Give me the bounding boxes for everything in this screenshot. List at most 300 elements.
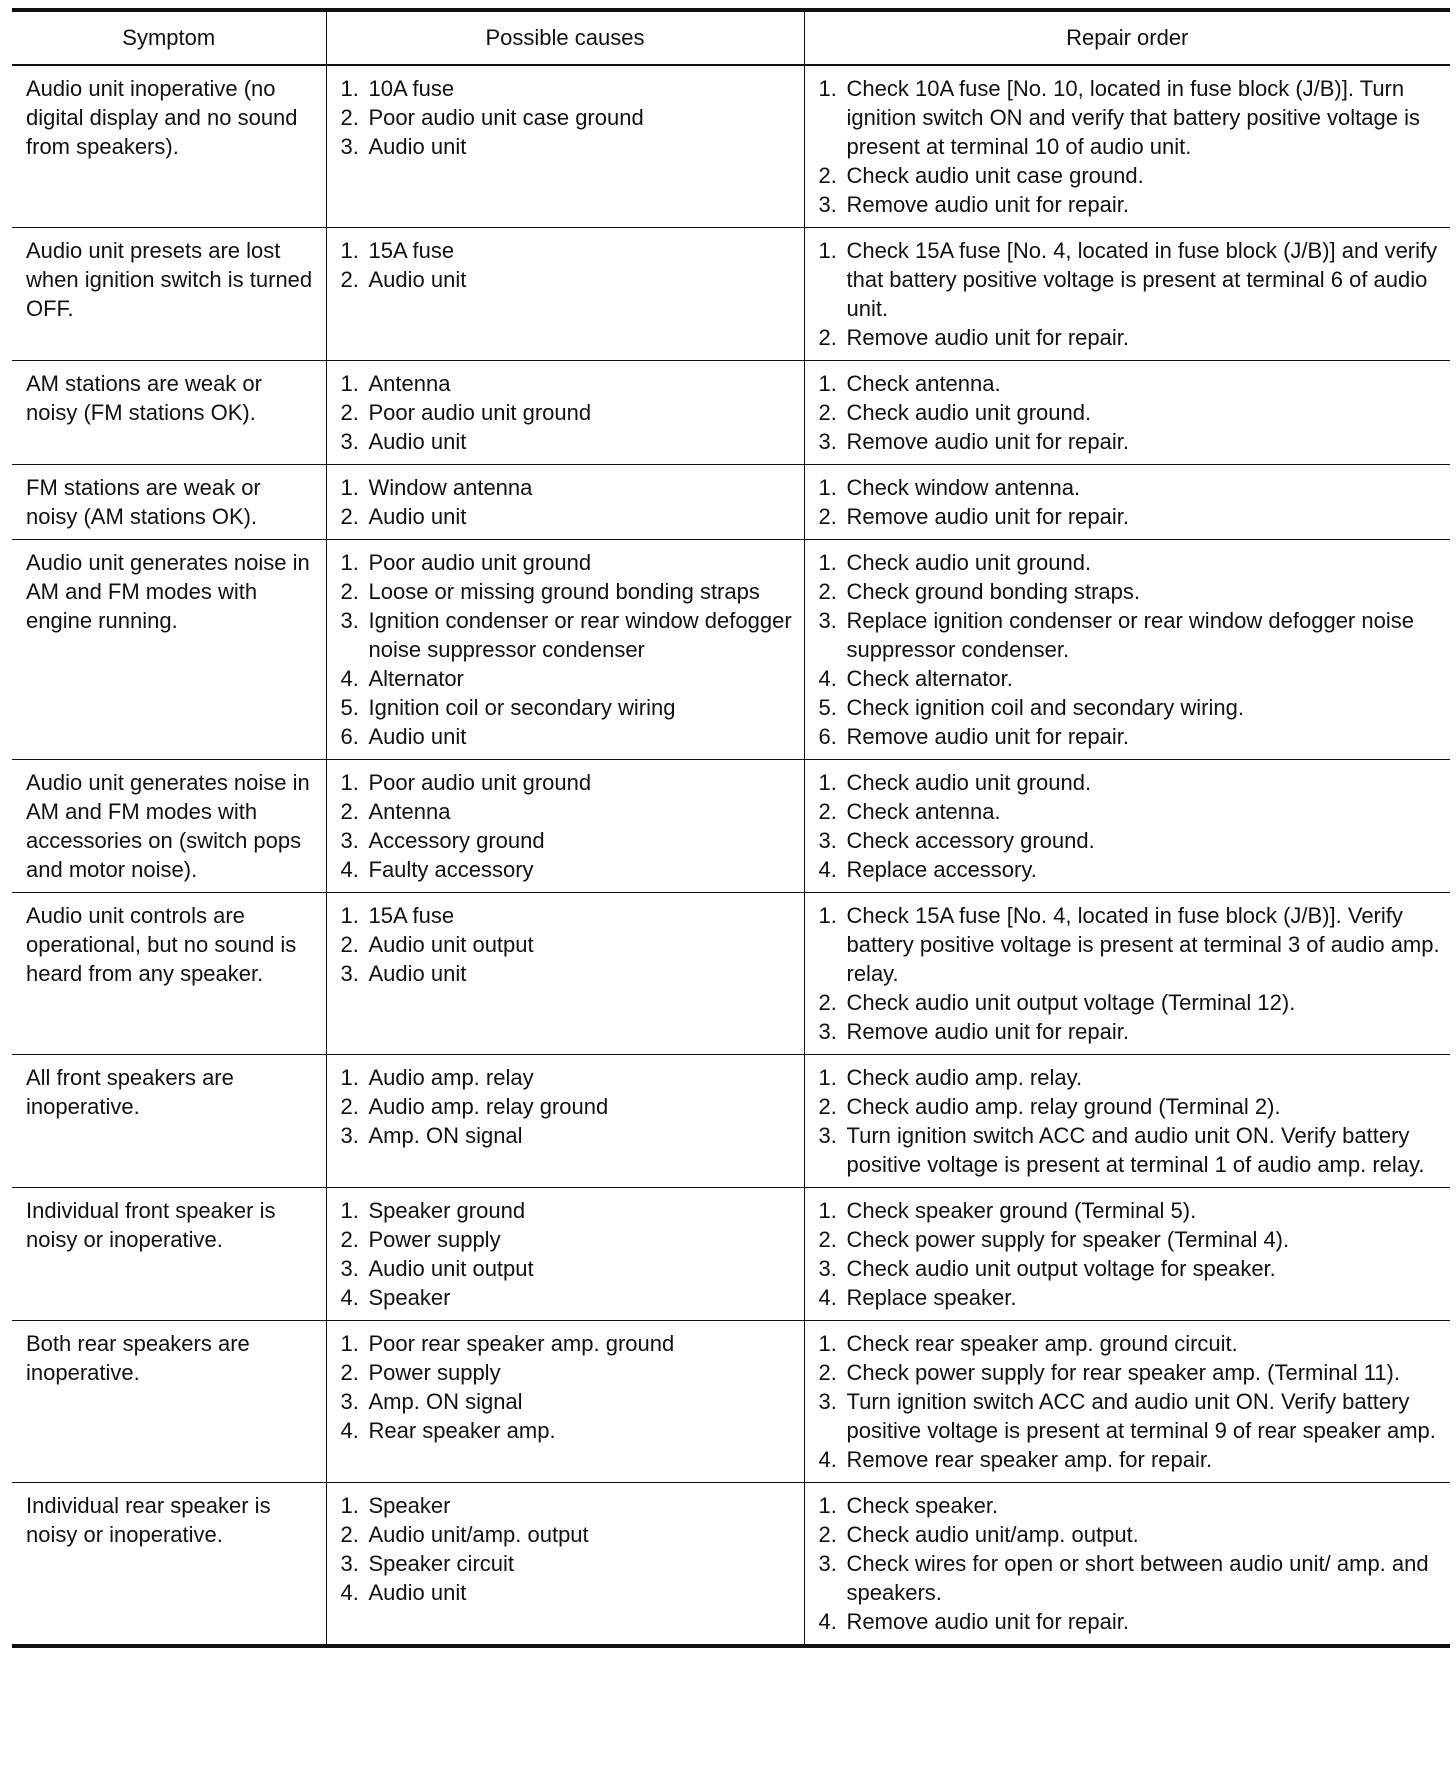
list-number: 2. (818, 1227, 837, 1252)
list-number: 2. (340, 1522, 359, 1547)
cause-text: Window antenna (368, 475, 533, 500)
symptom-cell: Both rear speakers are inoperative. (12, 1321, 326, 1483)
cause-item (341, 502, 796, 531)
cause-item (341, 132, 796, 161)
repair-step-text: Check audio amp. relay. (846, 1065, 1083, 1090)
repair-step-text: Remove audio unit for repair. (846, 504, 1129, 529)
repair-step-text: Check 15A fuse [No. 4, located in fuse block (J/B)]. Verify battery positive voltage is present at terminal 3 of audio amp. relay. (846, 903, 1440, 986)
list-number: 4. (818, 666, 837, 691)
symptom-cell: Individual front speaker is noisy or inoperative. (12, 1188, 326, 1321)
list-number: 1. (818, 76, 837, 101)
repair-step-item (819, 1445, 1443, 1474)
symptom-cell: Audio unit controls are operational, but no sound is heard from any speaker. (12, 893, 326, 1055)
repair-step-list (819, 473, 1443, 531)
cause-item (341, 855, 796, 884)
list-number: 3. (340, 608, 359, 633)
cause-text: Audio unit (368, 504, 467, 529)
repair-step-list (819, 548, 1443, 751)
cause-text: Loose or missing ground bonding straps (368, 579, 760, 604)
symptom-cell: Individual rear speaker is noisy or inoperative. (12, 1483, 326, 1647)
table-row (12, 893, 1450, 1055)
cause-item (341, 1283, 796, 1312)
repair-step-text: Check ground bonding straps. (846, 579, 1141, 604)
cause-text: Antenna (368, 371, 451, 396)
list-number: 2. (818, 1360, 837, 1385)
list-number: 1. (818, 1331, 837, 1356)
causes-cell (326, 1483, 804, 1647)
repair-step-item (819, 855, 1443, 884)
repair-step-text: Check audio unit output voltage (Terminal 12). (846, 990, 1296, 1015)
list-number: 1. (340, 475, 359, 500)
repair-step-list (819, 1329, 1443, 1474)
list-number: 3. (340, 1256, 359, 1281)
repair-step-list (819, 768, 1443, 884)
table-row (12, 760, 1450, 893)
cause-text: Audio amp. relay (368, 1065, 534, 1090)
list-number: 1. (818, 550, 837, 575)
table-row (12, 1321, 1450, 1483)
list-number: 2. (340, 1360, 359, 1385)
cause-text: Speaker (368, 1285, 451, 1310)
list-number: 2. (818, 799, 837, 824)
cause-item (341, 768, 796, 797)
list-number: 2. (340, 1227, 359, 1252)
list-number: 1. (340, 1331, 359, 1356)
list-number: 2. (818, 579, 837, 604)
repair-step-list (819, 369, 1443, 456)
list-number: 3. (818, 192, 837, 217)
list-number: 1. (818, 238, 837, 263)
cause-text: 15A fuse (368, 238, 455, 263)
causes-cell (326, 1055, 804, 1188)
list-number: 6. (818, 724, 837, 749)
cause-item (341, 1225, 796, 1254)
symptom-cell: Audio unit generates noise in AM and FM modes with accessories on (switch pops and motor noise). (12, 760, 326, 893)
cause-list (341, 369, 796, 456)
cause-item (341, 577, 796, 606)
list-number: 4. (818, 857, 837, 882)
list-number: 1. (818, 903, 837, 928)
repair-step-text: Remove audio unit for repair. (846, 1609, 1129, 1634)
list-number: 2. (818, 504, 837, 529)
list-number: 5. (340, 695, 359, 720)
cause-text: Audio unit output (368, 932, 534, 957)
list-number: 1. (818, 371, 837, 396)
repair-step-item (819, 577, 1443, 606)
cause-text: Audio unit (368, 267, 467, 292)
list-number: 3. (340, 1551, 359, 1576)
cause-item (341, 1329, 796, 1358)
cause-text: Power supply (368, 1227, 501, 1252)
table-row (12, 1055, 1450, 1188)
symptom-cell: Audio unit generates noise in AM and FM modes with engine running. (12, 540, 326, 760)
list-number: 2. (818, 990, 837, 1015)
causes-cell (326, 893, 804, 1055)
repair-cell (804, 65, 1450, 228)
cause-text: Speaker ground (368, 1198, 526, 1223)
symptom-cell: FM stations are weak or noisy (AM stations OK). (12, 465, 326, 540)
cause-text: Amp. ON signal (368, 1389, 523, 1414)
cause-text: Audio unit output (368, 1256, 534, 1281)
causes-column-header: Possible causes (326, 10, 804, 65)
list-number: 1. (818, 1493, 837, 1518)
causes-cell (326, 1321, 804, 1483)
cause-text: Poor audio unit case ground (368, 105, 644, 130)
repair-step-list (819, 74, 1443, 219)
cause-item (341, 930, 796, 959)
list-number: 4. (818, 1609, 837, 1634)
repair-step-item (819, 190, 1443, 219)
list-number: 1. (818, 770, 837, 795)
cause-item (341, 826, 796, 855)
list-number: 2. (340, 267, 359, 292)
cause-list (341, 1329, 796, 1445)
cause-list (341, 548, 796, 751)
repair-cell (804, 540, 1450, 760)
repair-step-item (819, 1387, 1443, 1445)
cause-text: Ignition condenser or rear window defogger noise suppressor condenser (368, 608, 792, 662)
repair-step-text: Turn ignition switch ACC and audio unit ON. Verify battery positive voltage is present at terminal 9 of rear speaker amp. (846, 1389, 1436, 1443)
cause-item (341, 1121, 796, 1150)
symptom-cell: AM stations are weak or noisy (FM stations OK). (12, 361, 326, 465)
list-number: 1. (340, 1198, 359, 1223)
repair-step-item (819, 693, 1443, 722)
cause-text: Speaker circuit (368, 1551, 515, 1576)
repair-step-text: Check audio unit ground. (846, 400, 1092, 425)
cause-text: Alternator (368, 666, 464, 691)
repair-step-item (819, 606, 1443, 664)
repair-step-item (819, 1121, 1443, 1179)
list-number: 2. (340, 579, 359, 604)
repair-step-text: Check 15A fuse [No. 4, located in fuse block (J/B)] and verify that battery positive voltage is present at terminal 6 of audio unit. (846, 238, 1438, 321)
list-number: 2. (818, 325, 837, 350)
table-row (12, 540, 1450, 760)
cause-item (341, 265, 796, 294)
table-row (12, 465, 1450, 540)
repair-step-text: Check 10A fuse [No. 10, located in fuse block (J/B)]. Turn ignition switch ON and verify that battery positive voltage is present at terminal 10 of audio unit. (846, 76, 1420, 159)
list-number: 3. (818, 1551, 837, 1576)
repair-step-item (819, 427, 1443, 456)
repair-step-item (819, 797, 1443, 826)
cause-text: Ignition coil or secondary wiring (368, 695, 676, 720)
list-number: 1. (340, 1065, 359, 1090)
list-number: 1. (340, 550, 359, 575)
cause-text: Audio unit (368, 134, 467, 159)
repair-step-item (819, 1549, 1443, 1607)
repair-step-text: Remove audio unit for repair. (846, 1019, 1129, 1044)
cause-text: 10A fuse (368, 76, 455, 101)
repair-step-text: Check wires for open or short between audio unit/ amp. and speakers. (846, 1551, 1429, 1605)
cause-item (341, 1254, 796, 1283)
repair-step-item (819, 502, 1443, 531)
repair-step-text: Check antenna. (846, 371, 1001, 396)
cause-list (341, 236, 796, 294)
table-row (12, 65, 1450, 228)
repair-step-item (819, 1092, 1443, 1121)
cause-item (341, 1491, 796, 1520)
cause-text: Audio unit (368, 724, 467, 749)
cause-item (341, 1416, 796, 1445)
list-number: 1. (818, 1198, 837, 1223)
cause-item (341, 797, 796, 826)
repair-step-text: Check alternator. (846, 666, 1013, 691)
repair-step-text: Check audio unit ground. (846, 770, 1092, 795)
repair-step-list (819, 236, 1443, 352)
causes-cell (326, 228, 804, 361)
repair-step-item (819, 1607, 1443, 1636)
list-number: 4. (340, 1418, 359, 1443)
cause-text: Audio unit/amp. output (368, 1522, 589, 1547)
repair-cell (804, 1483, 1450, 1647)
repair-step-text: Replace speaker. (846, 1285, 1017, 1310)
causes-cell (326, 540, 804, 760)
list-number: 1. (340, 76, 359, 101)
repair-step-item (819, 1520, 1443, 1549)
list-number: 4. (340, 857, 359, 882)
list-number: 2. (340, 400, 359, 425)
repair-step-list (819, 1063, 1443, 1179)
cause-item (341, 427, 796, 456)
repair-step-text: Check audio unit/amp. output. (846, 1522, 1139, 1547)
repair-step-item (819, 901, 1443, 988)
repair-cell (804, 465, 1450, 540)
list-number: 2. (818, 400, 837, 425)
repair-cell (804, 1055, 1450, 1188)
cause-text: Amp. ON signal (368, 1123, 523, 1148)
list-number: 1. (818, 475, 837, 500)
cause-text: Audio unit (368, 961, 467, 986)
causes-cell (326, 760, 804, 893)
cause-text: Poor rear speaker amp. ground (368, 1331, 675, 1356)
list-number: 1. (340, 1493, 359, 1518)
cause-item (341, 1549, 796, 1578)
list-number: 3. (340, 828, 359, 853)
repair-cell (804, 1188, 1450, 1321)
repair-step-item (819, 74, 1443, 161)
cause-item (341, 901, 796, 930)
symptom-column-header: Symptom (12, 10, 326, 65)
repair-cell (804, 228, 1450, 361)
list-number: 3. (818, 608, 837, 633)
repair-step-item (819, 1225, 1443, 1254)
cause-item (341, 959, 796, 988)
list-number: 2. (340, 932, 359, 957)
cause-text: Audio unit (368, 429, 467, 454)
repair-step-text: Check accessory ground. (846, 828, 1095, 853)
list-number: 4. (340, 1580, 359, 1605)
cause-text: Poor audio unit ground (368, 770, 592, 795)
repair-step-item (819, 1358, 1443, 1387)
repair-step-text: Remove audio unit for repair. (846, 429, 1129, 454)
cause-text: Accessory ground (368, 828, 545, 853)
table-row (12, 1483, 1450, 1647)
cause-item (341, 1063, 796, 1092)
cause-list (341, 473, 796, 531)
cause-list (341, 901, 796, 988)
cause-item (341, 1358, 796, 1387)
repair-column-header: Repair order (804, 10, 1450, 65)
list-number: 1. (340, 770, 359, 795)
repair-step-item (819, 473, 1443, 502)
repair-step-text: Check audio amp. relay ground (Terminal 2). (846, 1094, 1281, 1119)
repair-step-text: Remove audio unit for repair. (846, 325, 1129, 350)
list-number: 1. (818, 1065, 837, 1090)
list-number: 2. (340, 799, 359, 824)
list-number: 2. (818, 163, 837, 188)
repair-step-item (819, 664, 1443, 693)
symptom-cell: All front speakers are inoperative. (12, 1055, 326, 1188)
repair-step-text: Check speaker. (846, 1493, 999, 1518)
list-number: 3. (340, 1389, 359, 1414)
list-number: 3. (340, 961, 359, 986)
list-number: 2. (340, 1094, 359, 1119)
repair-step-text: Remove audio unit for repair. (846, 724, 1129, 749)
list-number: 3. (818, 429, 837, 454)
cause-text: 15A fuse (368, 903, 455, 928)
cause-list (341, 74, 796, 161)
repair-step-item (819, 1254, 1443, 1283)
list-number: 5. (818, 695, 837, 720)
cause-item (341, 548, 796, 577)
troubleshooting-table (12, 8, 1450, 1648)
table-row (12, 228, 1450, 361)
list-number: 1. (340, 238, 359, 263)
cause-text: Poor audio unit ground (368, 400, 592, 425)
repair-step-text: Remove audio unit for repair. (846, 192, 1129, 217)
repair-step-text: Check audio unit output voltage for speaker. (846, 1256, 1276, 1281)
cause-item (341, 74, 796, 103)
list-number: 3. (818, 1389, 837, 1414)
repair-step-item (819, 722, 1443, 751)
table-row (12, 1188, 1450, 1321)
list-number: 2. (340, 105, 359, 130)
causes-cell (326, 361, 804, 465)
repair-step-item (819, 1017, 1443, 1046)
cause-list (341, 1196, 796, 1312)
repair-step-text: Check rear speaker amp. ground circuit. (846, 1331, 1238, 1356)
list-number: 4. (340, 666, 359, 691)
repair-step-item (819, 369, 1443, 398)
cause-item (341, 1578, 796, 1607)
table-header-row (12, 10, 1450, 65)
repair-step-item (819, 1196, 1443, 1225)
list-number: 2. (340, 504, 359, 529)
table-body (12, 65, 1450, 1646)
repair-step-list (819, 901, 1443, 1046)
cause-item (341, 606, 796, 664)
repair-step-item (819, 826, 1443, 855)
table-row (12, 361, 1450, 465)
cause-item (341, 1387, 796, 1416)
repair-step-text: Check ignition coil and secondary wiring. (846, 695, 1244, 720)
repair-step-item (819, 398, 1443, 427)
repair-step-text: Check antenna. (846, 799, 1001, 824)
repair-step-item (819, 768, 1443, 797)
list-number: 3. (340, 429, 359, 454)
cause-item (341, 473, 796, 502)
causes-cell (326, 1188, 804, 1321)
repair-step-item (819, 988, 1443, 1017)
repair-step-list (819, 1491, 1443, 1636)
repair-cell (804, 1321, 1450, 1483)
cause-item (341, 722, 796, 751)
repair-step-item (819, 1063, 1443, 1092)
troubleshooting-sheet (12, 8, 1450, 1648)
repair-step-text: Check audio unit case ground. (846, 163, 1144, 188)
cause-text: Power supply (368, 1360, 501, 1385)
cause-item (341, 369, 796, 398)
cause-list (341, 768, 796, 884)
symptom-cell: Audio unit presets are lost when ignition switch is turned OFF. (12, 228, 326, 361)
repair-step-text: Check power supply for speaker (Terminal 4). (846, 1227, 1290, 1252)
cause-item (341, 398, 796, 427)
causes-cell (326, 465, 804, 540)
symptom-cell: Audio unit inoperative (no digital display and no sound from speakers). (12, 65, 326, 228)
list-number: 3. (340, 1123, 359, 1148)
repair-step-list (819, 1196, 1443, 1312)
repair-step-text: Check speaker ground (Terminal 5). (846, 1198, 1197, 1223)
causes-cell (326, 65, 804, 228)
repair-step-text: Replace accessory. (846, 857, 1037, 882)
repair-step-text: Remove rear speaker amp. for repair. (846, 1447, 1213, 1472)
list-number: 1. (340, 903, 359, 928)
cause-item (341, 103, 796, 132)
cause-text: Faulty accessory (368, 857, 534, 882)
list-number: 6. (340, 724, 359, 749)
repair-step-item (819, 323, 1443, 352)
cause-item (341, 693, 796, 722)
repair-step-text: Replace ignition condenser or rear window defogger noise suppressor condenser. (846, 608, 1414, 662)
repair-step-item (819, 1329, 1443, 1358)
repair-step-item (819, 1283, 1443, 1312)
cause-item (341, 236, 796, 265)
repair-step-text: Check power supply for rear speaker amp. (Terminal 11). (846, 1360, 1400, 1385)
list-number: 3. (818, 1256, 837, 1281)
repair-step-item (819, 548, 1443, 577)
repair-step-text: Check window antenna. (846, 475, 1081, 500)
list-number: 1. (340, 371, 359, 396)
cause-text: Speaker (368, 1493, 451, 1518)
list-number: 3. (818, 1123, 837, 1148)
repair-step-text: Check audio unit ground. (846, 550, 1092, 575)
cause-item (341, 664, 796, 693)
list-number: 4. (818, 1447, 837, 1472)
cause-text: Rear speaker amp. (368, 1418, 556, 1443)
list-number: 3. (818, 828, 837, 853)
cause-item (341, 1196, 796, 1225)
repair-cell (804, 361, 1450, 465)
list-number: 3. (340, 134, 359, 159)
cause-list (341, 1063, 796, 1150)
list-number: 3. (818, 1019, 837, 1044)
cause-item (341, 1520, 796, 1549)
cause-list (341, 1491, 796, 1607)
repair-step-text: Turn ignition switch ACC and audio unit ON. Verify battery positive voltage is present at terminal 1 of audio amp. relay. (846, 1123, 1425, 1177)
repair-step-item (819, 161, 1443, 190)
cause-text: Poor audio unit ground (368, 550, 592, 575)
list-number: 4. (818, 1285, 837, 1310)
cause-text: Antenna (368, 799, 451, 824)
repair-step-item (819, 236, 1443, 323)
list-number: 2. (818, 1522, 837, 1547)
list-number: 4. (340, 1285, 359, 1310)
repair-cell (804, 893, 1450, 1055)
cause-text: Audio amp. relay ground (368, 1094, 609, 1119)
repair-cell (804, 760, 1450, 893)
repair-step-item (819, 1491, 1443, 1520)
cause-item (341, 1092, 796, 1121)
list-number: 2. (818, 1094, 837, 1119)
